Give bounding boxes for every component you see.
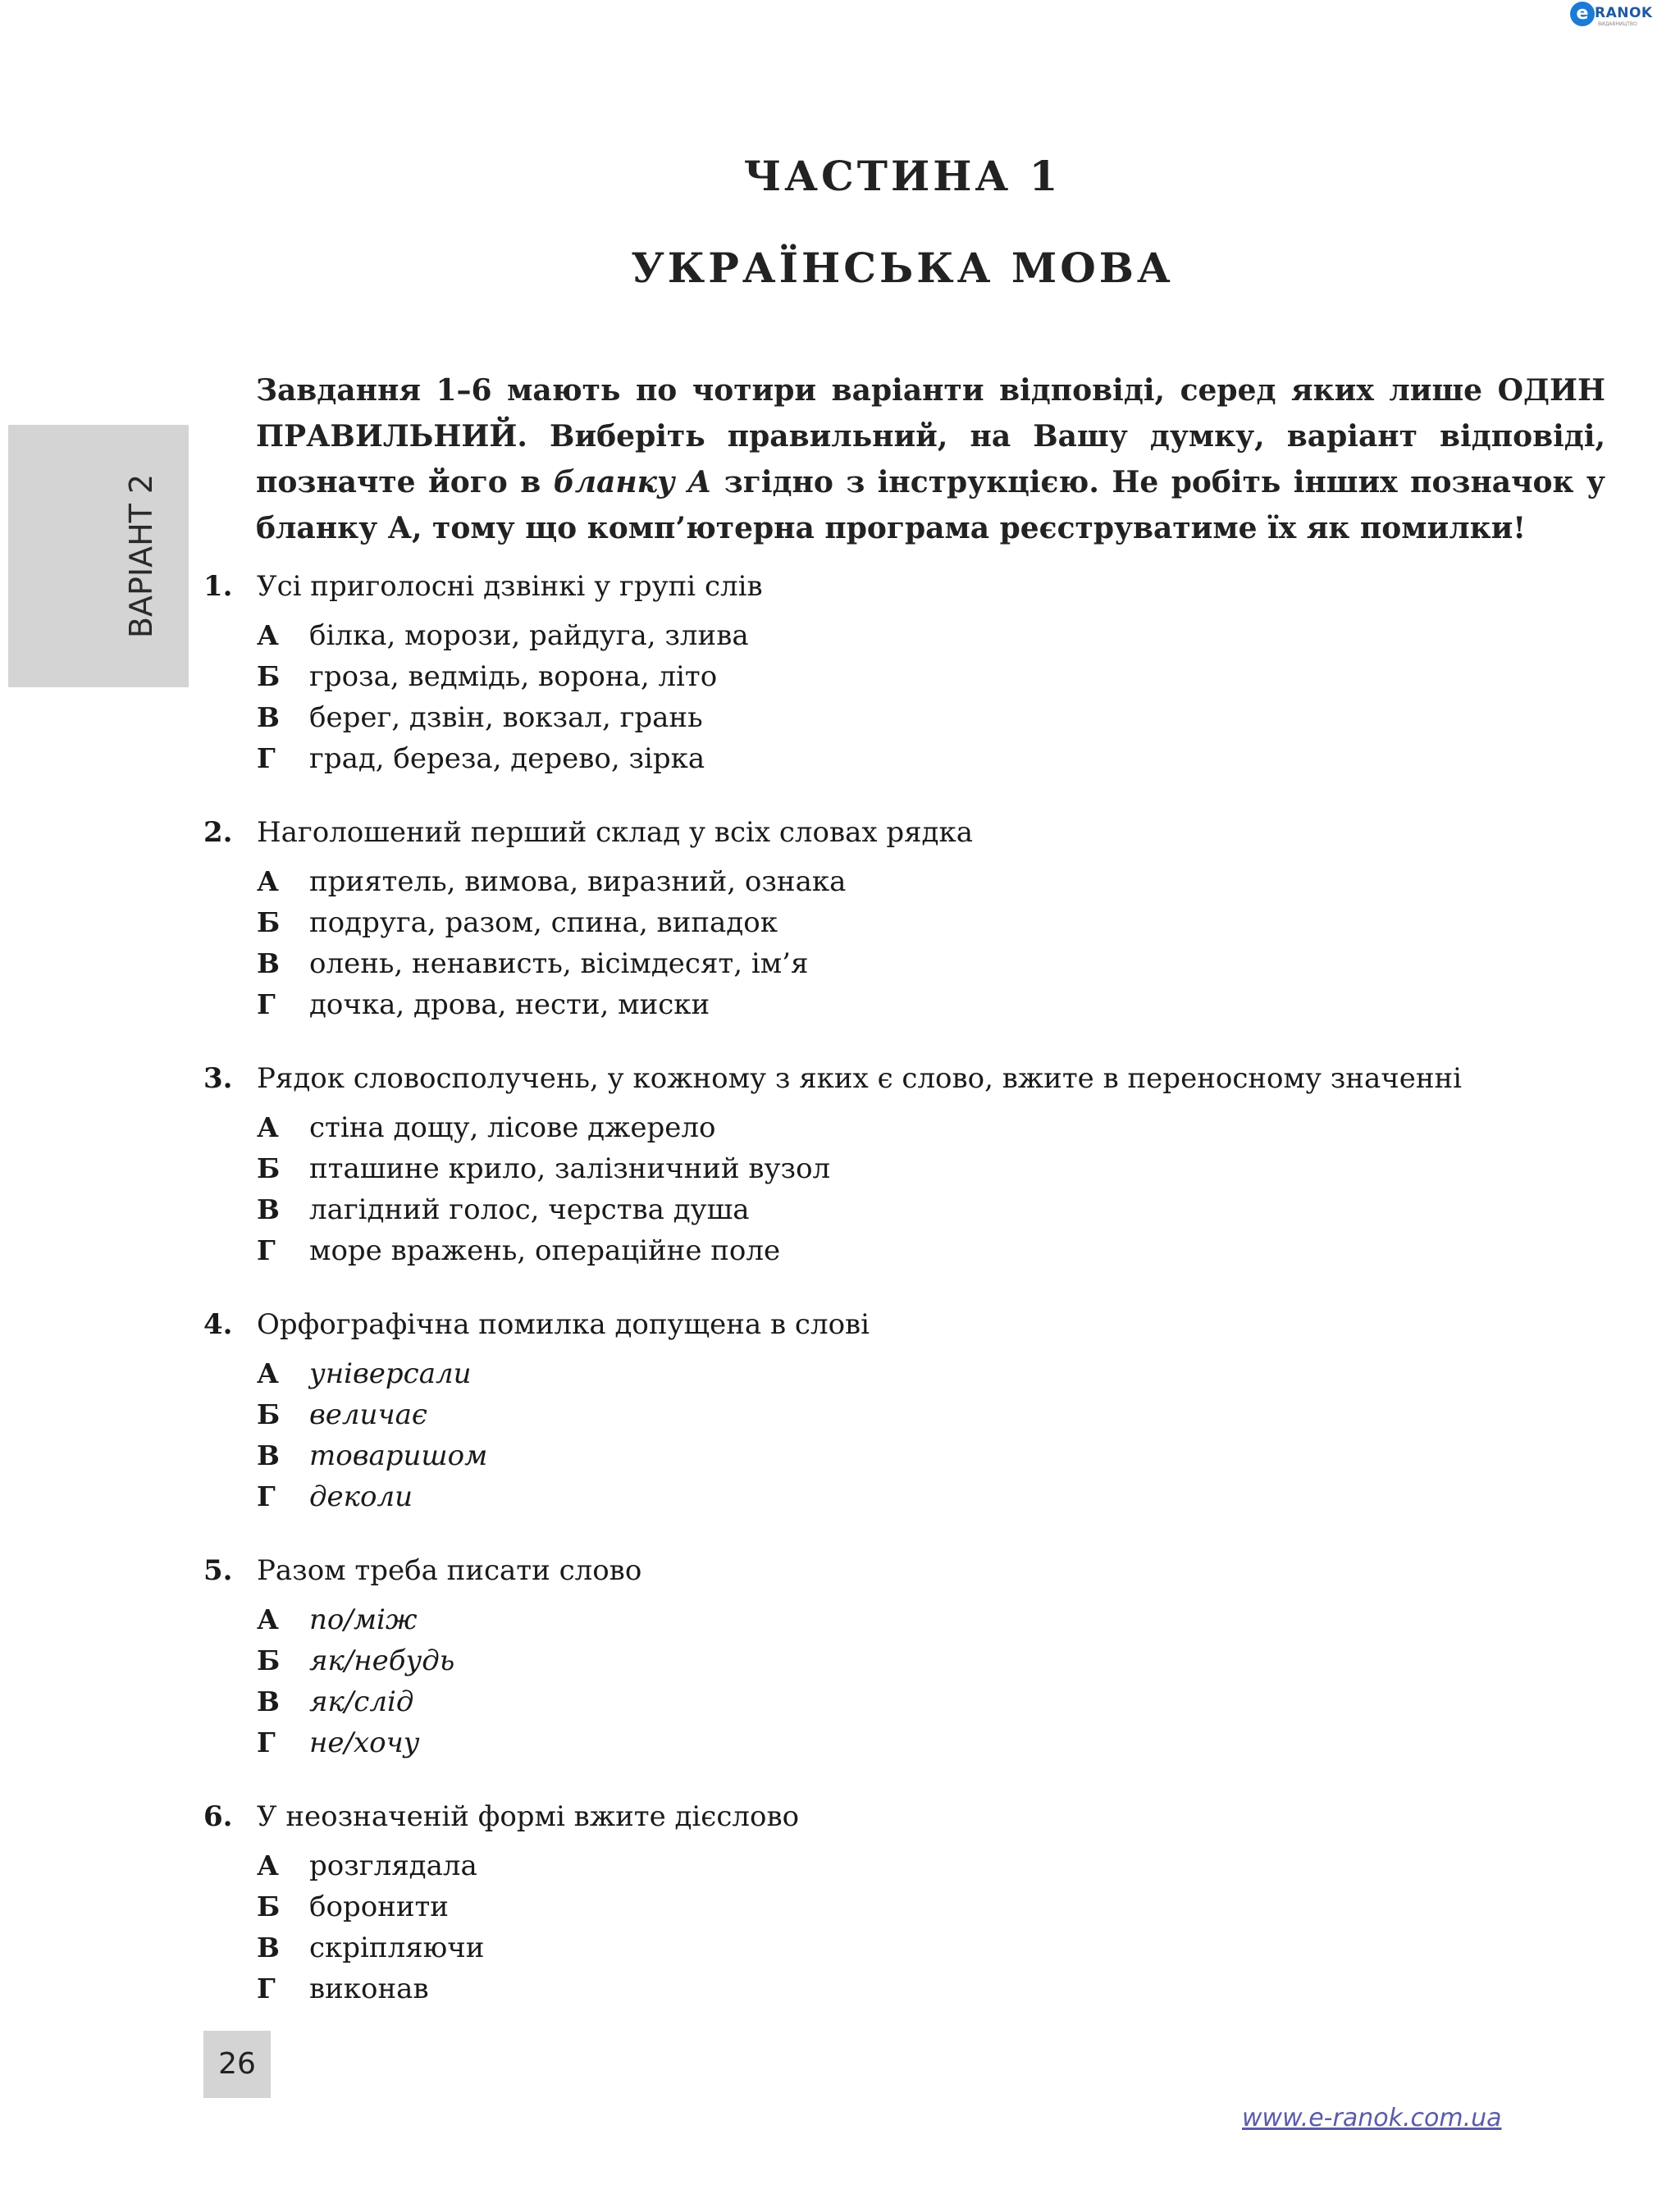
option-text: пташине крило, залізничний вузол bbox=[309, 1152, 831, 1185]
option-letter: В bbox=[257, 1439, 280, 1471]
variant-label: ВАРІАНТ 2 bbox=[123, 473, 159, 639]
option-letter: Г bbox=[257, 1726, 276, 1758]
option-letter: А bbox=[257, 1849, 279, 1881]
question-2-text: Наголошений перший склад у всіх словах рядка bbox=[257, 816, 974, 849]
option-text: як/слід bbox=[309, 1685, 414, 1718]
option-text: універсали bbox=[309, 1357, 472, 1390]
question-5-number: 5. bbox=[203, 1554, 233, 1587]
instructions-text-2: згідно з інструкцією. Не робіть інших позначок у бланку А, тому що комп’ютерна програма реєструватиме їх як помилки! bbox=[256, 465, 1605, 545]
option-text: деколи bbox=[309, 1480, 413, 1513]
instructions-text-1: Завдання 1–6 мають по чотири варіанти відповіді, серед яких лише ОДИН ПРАВИЛЬНИЙ. Виберіть правильний, на Вашу думку, варіант відповіді, позначте його в bbox=[256, 373, 1605, 499]
option-text: град, береза, дерево, зірка bbox=[309, 742, 705, 775]
option-letter: Г bbox=[257, 742, 276, 774]
option-letter: А bbox=[257, 1111, 279, 1143]
option-text: подруга, разом, спина, випадок bbox=[309, 906, 778, 939]
option-text: море вражень, операційне поле bbox=[309, 1234, 781, 1267]
question-3-number: 3. bbox=[203, 1062, 233, 1095]
option-text: як/небудь bbox=[309, 1644, 455, 1677]
option-text: берег, дзвін, вокзал, грань bbox=[309, 701, 703, 734]
option-letter: Б bbox=[257, 1152, 281, 1184]
option-letter: Г bbox=[257, 1234, 276, 1266]
option-letter: Б bbox=[257, 1890, 281, 1922]
logo-name: RANOK bbox=[1595, 5, 1653, 21]
website-link[interactable]: www.e-ranok.com.ua bbox=[1242, 2104, 1502, 2132]
option-text: товаришом bbox=[309, 1439, 488, 1472]
option-letter: Б bbox=[257, 906, 281, 938]
option-letter: А bbox=[257, 619, 279, 651]
option-letter: Г bbox=[257, 1480, 276, 1512]
option-text: скріпляючи bbox=[309, 1932, 485, 1964]
question-2-number: 2. bbox=[203, 816, 233, 849]
option-letter: В bbox=[257, 1685, 280, 1717]
logo-e-icon: e bbox=[1570, 2, 1595, 26]
subject-title: УКРАЇНСЬКА МОВА bbox=[631, 244, 1174, 292]
option-text: величає bbox=[309, 1398, 427, 1431]
logo-tagline: ВИДАВНИЦТВО bbox=[1598, 21, 1637, 27]
option-text: розглядала bbox=[309, 1849, 477, 1882]
option-text: не/хочу bbox=[309, 1726, 420, 1759]
option-letter: Б bbox=[257, 1398, 281, 1430]
option-letter: В bbox=[257, 1193, 280, 1225]
instructions bbox=[256, 367, 1605, 551]
option-text: приятель, вимова, виразний, ознака bbox=[309, 865, 847, 898]
option-letter: А bbox=[257, 1603, 279, 1635]
option-text: олень, ненависть, вісімдесят, ім’я bbox=[309, 947, 809, 980]
option-text: гроза, ведмідь, ворона, літо bbox=[309, 660, 718, 693]
option-letter: В bbox=[257, 947, 280, 979]
variant-tab bbox=[8, 425, 189, 687]
option-text: дочка, дрова, нести, миски bbox=[309, 988, 710, 1021]
option-letter: А bbox=[257, 1357, 279, 1389]
option-text: стіна дощу, лісове джерело bbox=[309, 1111, 716, 1144]
option-letter: Б bbox=[257, 1644, 281, 1676]
question-1-number: 1. bbox=[203, 570, 233, 603]
option-letter: А bbox=[257, 865, 279, 897]
question-6-text: У неозначеній формі вжите дієслово bbox=[257, 1800, 800, 1833]
option-text: боронити bbox=[309, 1890, 449, 1923]
part-title: ЧАСТИНА 1 bbox=[743, 152, 1061, 200]
option-text: білка, морози, райдуга, злива bbox=[309, 619, 749, 652]
page-number: 26 bbox=[203, 2031, 271, 2098]
question-3-text: Рядок словосполучень, у кожному з яких є слово, вжите в переносному значенні bbox=[257, 1062, 1463, 1095]
publisher-logo bbox=[1570, 2, 1659, 30]
question-1-text: Усі приголосні дзвінкі у групі слів bbox=[257, 570, 763, 603]
instructions-italic: бланку А bbox=[553, 465, 712, 499]
option-text: виконав bbox=[309, 1973, 429, 2005]
option-text: по/між bbox=[309, 1603, 418, 1636]
option-letter: Г bbox=[257, 988, 276, 1020]
option-letter: Б bbox=[257, 660, 281, 692]
option-letter: Г bbox=[257, 1973, 276, 2004]
question-6-number: 6. bbox=[203, 1800, 233, 1833]
question-5-text: Разом треба писати слово bbox=[257, 1554, 642, 1587]
option-text: лагідний голос, черства душа bbox=[309, 1193, 750, 1226]
option-letter: В bbox=[257, 1932, 280, 1963]
option-letter: В bbox=[257, 701, 280, 733]
question-4-text: Орфографічна помилка допущена в слові bbox=[257, 1308, 870, 1341]
question-4-number: 4. bbox=[203, 1308, 233, 1341]
